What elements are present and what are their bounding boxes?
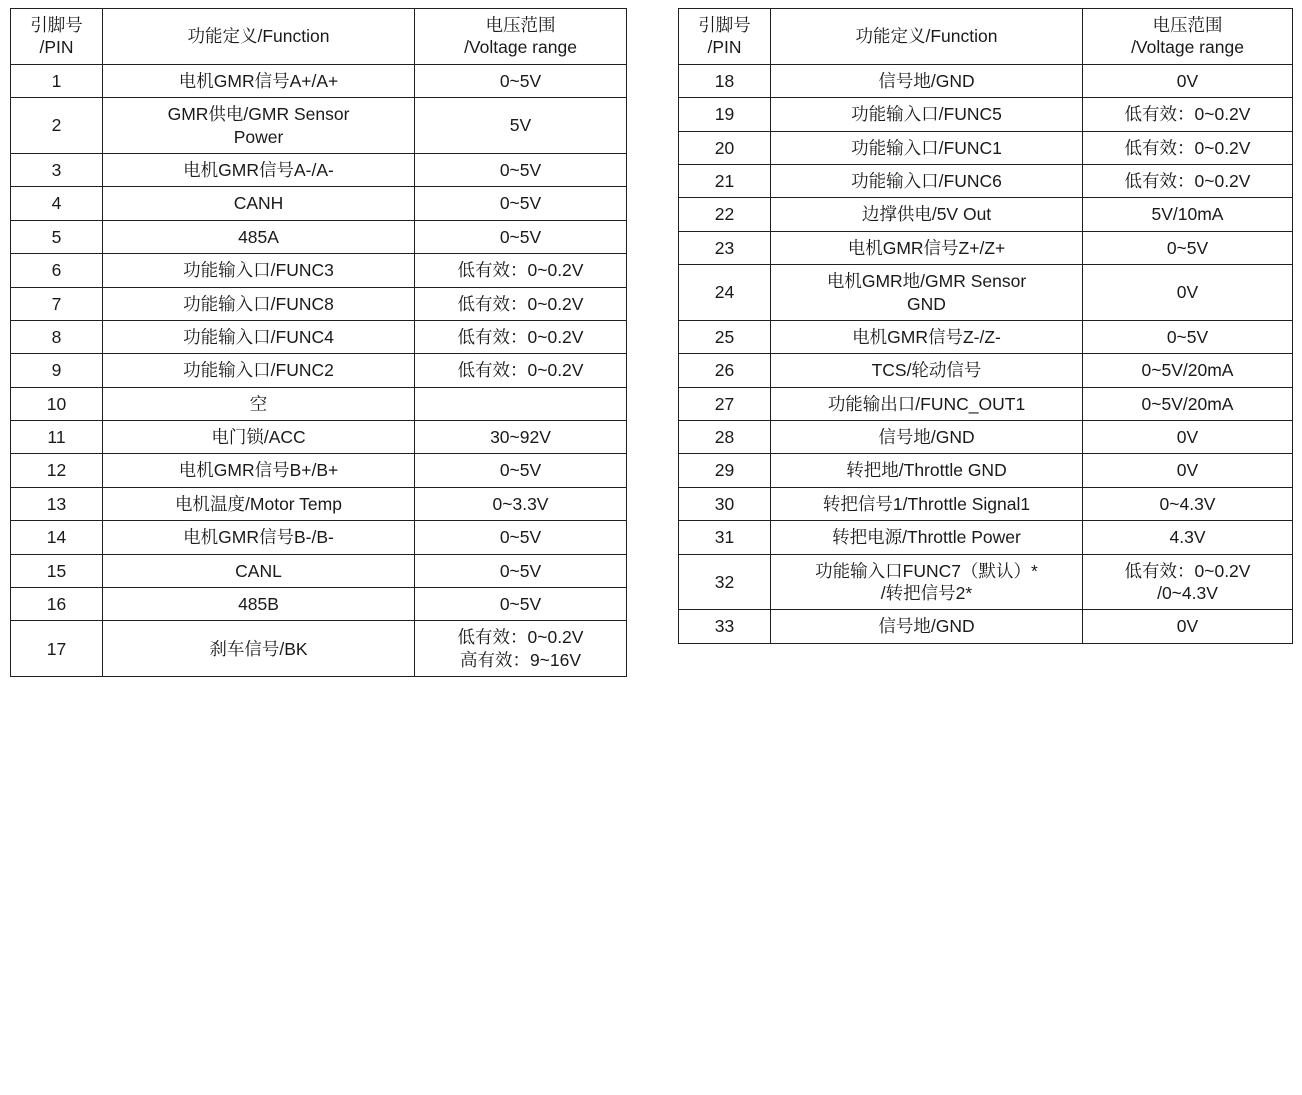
cell-pin: 12 — [11, 454, 103, 487]
cell-voltage: 5V/10mA — [1083, 198, 1293, 231]
table-row — [679, 354, 1293, 387]
cell-function: 信号地/GND — [771, 421, 1083, 454]
cell-pin: 1 — [11, 64, 103, 97]
table-row — [11, 320, 627, 353]
table-row — [679, 198, 1293, 231]
table-row — [679, 554, 1293, 610]
cell-voltage: 0~5V — [1083, 231, 1293, 264]
cell-voltage — [415, 98, 627, 154]
right-table-container — [678, 8, 1292, 1087]
cell-voltage: 0~3.3V — [415, 487, 627, 520]
cell-pin: 33 — [679, 610, 771, 643]
cell-voltage-line1: 5V — [509, 115, 532, 136]
cell-pin: 24 — [679, 265, 771, 321]
header-row — [679, 9, 1293, 65]
cell-function: CANL — [103, 554, 415, 587]
cell-voltage: 0~5V — [415, 588, 627, 621]
cell-function-line2: GND — [907, 293, 946, 314]
cell-pin: 7 — [11, 287, 103, 320]
table-row — [679, 454, 1293, 487]
table-row — [679, 265, 1293, 321]
cell-voltage: 0~5V — [415, 187, 627, 220]
cell-function: 转把地/Throttle GND — [771, 454, 1083, 487]
column-gap — [626, 8, 678, 1087]
table-row — [679, 231, 1293, 264]
cell-function: 电机GMR信号Z-/Z- — [771, 320, 1083, 353]
header-voltage — [1083, 9, 1293, 65]
cell-pin: 25 — [679, 320, 771, 353]
table-row — [11, 153, 627, 186]
cell-function — [103, 98, 415, 154]
cell-voltage — [415, 64, 627, 97]
cell-voltage — [1083, 554, 1293, 610]
table-row — [679, 320, 1293, 353]
cell-voltage: 0~5V — [415, 220, 627, 253]
cell-function-line2: /转把信号2* — [880, 583, 973, 604]
cell-function-line1: GMR供电/GMR Sensor — [167, 104, 350, 125]
cell-function: 刹车信号/BK — [103, 621, 415, 677]
cell-function: 信号地/GND — [771, 610, 1083, 643]
cell-voltage: 0~4.3V — [1083, 487, 1293, 520]
table-body-right — [679, 64, 1293, 643]
cell-voltage: 0V — [1083, 64, 1293, 97]
cell-pin: 26 — [679, 354, 771, 387]
table-row — [11, 487, 627, 520]
cell-voltage — [415, 621, 627, 677]
cell-function: 功能输入口/FUNC1 — [771, 131, 1083, 164]
header-pin-line1: 引脚号 — [30, 15, 83, 35]
cell-function: 转把信号1/Throttle Signal1 — [771, 487, 1083, 520]
cell-pin: 16 — [11, 588, 103, 621]
cell-function: 485A — [103, 220, 415, 253]
cell-function: 电机GMR信号B-/B- — [103, 521, 415, 554]
cell-function — [103, 64, 415, 97]
cell-voltage: 低有效：0~0.2V — [415, 287, 627, 320]
header-voltage — [415, 9, 627, 65]
cell-pin: 27 — [679, 387, 771, 420]
cell-pin: 8 — [11, 320, 103, 353]
table-row — [11, 387, 627, 420]
cell-voltage: 0~5V/20mA — [1083, 387, 1293, 420]
cell-pin: 15 — [11, 554, 103, 587]
table-row — [11, 621, 627, 677]
cell-function: 功能输入口/FUNC2 — [103, 354, 415, 387]
cell-voltage: 低有效：0~0.2V — [415, 320, 627, 353]
cell-pin: 18 — [679, 64, 771, 97]
cell-pin: 21 — [679, 164, 771, 197]
table-row — [11, 64, 627, 97]
table-row — [11, 254, 627, 287]
cell-voltage: 4.3V — [1083, 521, 1293, 554]
cell-voltage: 低有效：0~0.2V — [1083, 131, 1293, 164]
cell-function: 电门锁/ACC — [103, 421, 415, 454]
cell-voltage-line1: 0~5V — [499, 70, 542, 91]
header-pin-line2: /PIN — [39, 37, 74, 58]
header-voltage-line1: 电压范围 — [485, 15, 556, 35]
table-row — [11, 521, 627, 554]
table-row — [679, 64, 1293, 97]
cell-voltage: 0~5V — [415, 454, 627, 487]
cell-pin: 22 — [679, 198, 771, 231]
table-row — [679, 421, 1293, 454]
cell-function: 电机GMR信号A-/A- — [103, 153, 415, 186]
pin-table-right — [678, 8, 1293, 644]
cell-voltage: 0~5V — [415, 153, 627, 186]
cell-voltage-line2: 高有效：9~16V — [459, 649, 582, 670]
table-row — [679, 610, 1293, 643]
cell-voltage: 低有效：0~0.2V — [1083, 98, 1293, 131]
cell-pin: 32 — [679, 554, 771, 610]
cell-function: TCS/轮动信号 — [771, 354, 1083, 387]
cell-voltage-line1: 低有效：0~0.2V — [1124, 560, 1251, 581]
cell-function: 电机GMR信号B+/B+ — [103, 454, 415, 487]
table-header-right — [679, 9, 1293, 65]
cell-function-line1: 电机GMR地/GMR Sensor — [826, 271, 1027, 292]
table-row — [11, 421, 627, 454]
cell-function — [771, 265, 1083, 321]
table-row — [679, 521, 1293, 554]
cell-pin: 30 — [679, 487, 771, 520]
table-row — [679, 487, 1293, 520]
cell-voltage: 0V — [1083, 454, 1293, 487]
cell-function: 功能输入口/FUNC4 — [103, 320, 415, 353]
pin-table-left — [10, 8, 627, 677]
cell-pin: 14 — [11, 521, 103, 554]
header-voltage-line2: /Voltage range — [1131, 37, 1244, 58]
cell-voltage: 0V — [1083, 610, 1293, 643]
table-row — [679, 131, 1293, 164]
cell-pin: 23 — [679, 231, 771, 264]
table-row — [679, 387, 1293, 420]
cell-pin: 13 — [11, 487, 103, 520]
cell-function-line1: 功能输入口FUNC7（默认）* — [815, 560, 1038, 581]
cell-pin: 6 — [11, 254, 103, 287]
header-pin-line2: /PIN — [707, 37, 742, 58]
cell-voltage: 0~5V/20mA — [1083, 354, 1293, 387]
cell-voltage: 低有效：0~0.2V — [415, 354, 627, 387]
cell-pin: 4 — [11, 187, 103, 220]
cell-pin: 29 — [679, 454, 771, 487]
cell-function: 485B — [103, 588, 415, 621]
cell-function: 功能输入口/FUNC6 — [771, 164, 1083, 197]
cell-pin: 5 — [11, 220, 103, 253]
cell-voltage: 0~5V — [415, 521, 627, 554]
header-pin-line1: 引脚号 — [698, 15, 751, 35]
cell-pin: 31 — [679, 521, 771, 554]
cell-pin: 20 — [679, 131, 771, 164]
table-row — [11, 454, 627, 487]
cell-voltage-line1: 低有效：0~0.2V — [457, 627, 584, 648]
cell-voltage: 0~5V — [415, 554, 627, 587]
header-function: 功能定义/Function — [103, 9, 415, 65]
cell-voltage-line2: /0~4.3V — [1157, 583, 1218, 604]
cell-function: 空 — [103, 387, 415, 420]
table-body-left — [11, 64, 627, 676]
cell-pin: 11 — [11, 421, 103, 454]
cell-pin: 3 — [11, 153, 103, 186]
header-function: 功能定义/Function — [771, 9, 1083, 65]
header-row — [11, 9, 627, 65]
cell-voltage: 0V — [1083, 265, 1293, 321]
cell-function-line1: 电机GMR信号A+/A+ — [178, 70, 339, 91]
table-row — [11, 354, 627, 387]
table-row — [11, 98, 627, 154]
cell-function — [771, 554, 1083, 610]
cell-function: 电机GMR信号Z+/Z+ — [771, 231, 1083, 264]
header-voltage-line2: /Voltage range — [464, 37, 577, 58]
cell-function: 信号地/GND — [771, 64, 1083, 97]
cell-voltage: 0~5V — [1083, 320, 1293, 353]
cell-function: 边撑供电/5V Out — [771, 198, 1083, 231]
cell-voltage: 30~92V — [415, 421, 627, 454]
table-row — [679, 98, 1293, 131]
cell-function: 功能输出口/FUNC_OUT1 — [771, 387, 1083, 420]
cell-function: 功能输入口/FUNC8 — [103, 287, 415, 320]
header-pin — [679, 9, 771, 65]
table-header-left — [11, 9, 627, 65]
cell-voltage: 低有效：0~0.2V — [1083, 164, 1293, 197]
table-row — [679, 164, 1293, 197]
cell-pin: 2 — [11, 98, 103, 154]
left-table-container — [10, 8, 626, 1087]
cell-function: 功能输入口/FUNC3 — [103, 254, 415, 287]
cell-pin: 9 — [11, 354, 103, 387]
table-row — [11, 554, 627, 587]
table-row — [11, 287, 627, 320]
header-voltage-line1: 电压范围 — [1152, 15, 1223, 35]
cell-pin: 10 — [11, 387, 103, 420]
table-row — [11, 187, 627, 220]
header-pin — [11, 9, 103, 65]
cell-function: 转把电源/Throttle Power — [771, 521, 1083, 554]
cell-function: CANH — [103, 187, 415, 220]
cell-function: 功能输入口/FUNC5 — [771, 98, 1083, 131]
cell-voltage — [415, 387, 627, 420]
cell-voltage: 0V — [1083, 421, 1293, 454]
table-row — [11, 588, 627, 621]
table-row — [11, 220, 627, 253]
cell-pin: 17 — [11, 621, 103, 677]
cell-pin: 28 — [679, 421, 771, 454]
cell-function-line2: Power — [233, 126, 284, 147]
cell-function: 电机温度/Motor Temp — [103, 487, 415, 520]
cell-pin: 19 — [679, 98, 771, 131]
cell-voltage: 低有效：0~0.2V — [415, 254, 627, 287]
